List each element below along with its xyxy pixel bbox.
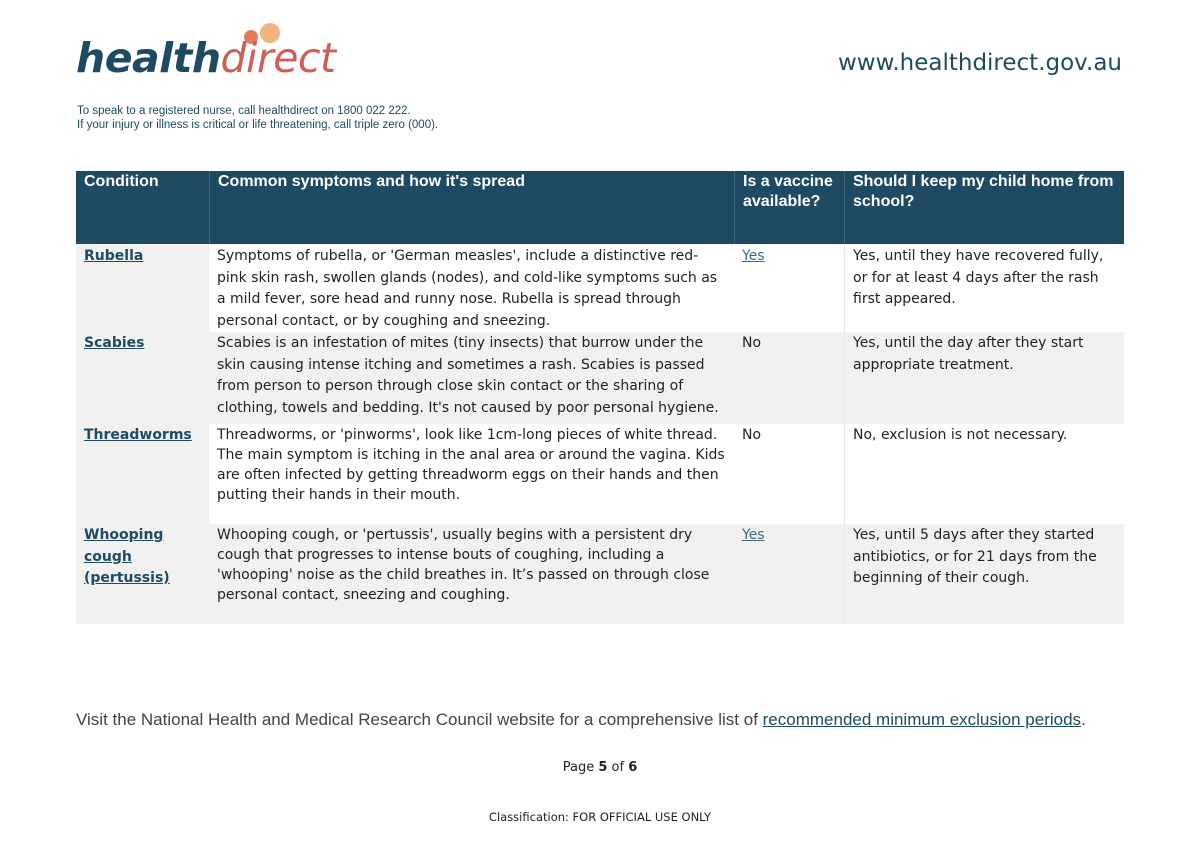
vaccine-link-rubella[interactable]: Yes — [742, 248, 765, 264]
logo-health-text: health — [76, 34, 221, 82]
page-current: 5 — [598, 760, 608, 775]
page-number — [0, 760, 1200, 775]
condition-link-whooping-cough[interactable]: Whooping cough (pertussis) — [84, 527, 170, 586]
page-total: 6 — [628, 760, 638, 775]
header-symptoms: Common symptoms and how it's spread — [209, 171, 734, 244]
condition-link-threadworms[interactable]: Threadworms — [84, 427, 192, 443]
condition-cell — [76, 524, 209, 624]
classification-label: Classification: FOR OFFICIAL USE ONLY — [488, 810, 712, 824]
condition-link-rubella[interactable]: Rubella — [84, 248, 144, 264]
symptoms-cell: Whooping cough, or 'pertussis', usually begins with a persistent dry cough that progresses to intense bouts of coughing, including a 'whooping' noise as the child breathes in. It’s passed on through close personal contact, sneezing and coughing. — [217, 527, 710, 603]
keep-home-cell: Yes, until they have recovered fully, or for at least 4 days after the rash first appeared. — [844, 245, 1124, 332]
condition-link-scabies[interactable]: Scabies — [84, 335, 145, 351]
logo-direct-text: direct — [220, 34, 336, 82]
condition-cell — [76, 245, 209, 332]
table-row — [76, 424, 1124, 524]
vaccine-cell — [734, 245, 844, 332]
advice-line-emergency: If your injury or illness is critical or life threatening, call triple zero (000). — [77, 119, 439, 131]
vaccine-cell — [734, 524, 844, 624]
keep-home-cell: No, exclusion is not necessary. — [844, 424, 1124, 524]
advice-text — [77, 104, 438, 132]
condition-cell — [76, 332, 209, 424]
table-row — [76, 244, 1124, 332]
header-vaccine: Is a vaccine available? — [734, 171, 844, 244]
keep-home-cell: Yes, until the day after they start appropriate treatment. — [844, 332, 1124, 424]
keep-home-cell: Yes, until 5 days after they started antibiotics, or for 21 days from the beginning of their cough. — [844, 524, 1124, 624]
website-url[interactable]: www.healthdirect.gov.au — [838, 50, 1122, 76]
vaccine-cell: No — [742, 427, 762, 443]
advice-line-nurse: To speak to a registered nurse, call healthdirect on 1800 022 222. — [77, 105, 411, 117]
vaccine-link-whooping-cough[interactable]: Yes — [742, 527, 765, 543]
conditions-table — [76, 171, 1124, 624]
page-of: of — [607, 760, 629, 775]
table-row — [76, 332, 1124, 424]
header-keep-home: Should I keep my child home from school? — [844, 171, 1124, 244]
table-row — [76, 524, 1124, 624]
header-condition: Condition — [84, 173, 159, 190]
exclusion-periods-note — [76, 710, 1086, 730]
exclusion-periods-link[interactable]: recommended minimum exclusion periods — [762, 710, 1082, 729]
condition-cell — [76, 424, 209, 524]
note-text: Visit the National Health and Medical Research Council website for a comprehensive list of — [76, 710, 763, 729]
table-header-row — [76, 171, 1124, 244]
vaccine-cell: No — [742, 335, 762, 351]
note-end: . — [1081, 710, 1086, 729]
logo-wordmark — [76, 34, 336, 82]
page-label: Page — [562, 760, 599, 775]
symptoms-cell: Threadworms, or 'pinworms', look like 1cm-long pieces of white thread. The main symptom is itching in the anal area or around the vagina. Kids are often infected by getting threadworm eggs on their hands and then putting their hands in their mouth. — [217, 427, 725, 503]
symptoms-cell: Scabies is an infestation of mites (tiny insects) that burrow under the skin causing intense itching and sometimes a rash. Scabies is passed from person to person through close skin contact or the sharing of clothing, towels and bedding. It's not caused by poor personal hygiene. — [217, 335, 719, 416]
symptoms-cell: Symptoms of rubella, or 'German measles', include a distinctive red-pink skin rash, swollen glands (nodes), and cold-like symptoms such as a mild fever, sore head and runny nose. Rubella is spread through personal contact, or by coughing and sneezing. — [217, 248, 718, 329]
healthdirect-logo[interactable] — [76, 22, 336, 92]
